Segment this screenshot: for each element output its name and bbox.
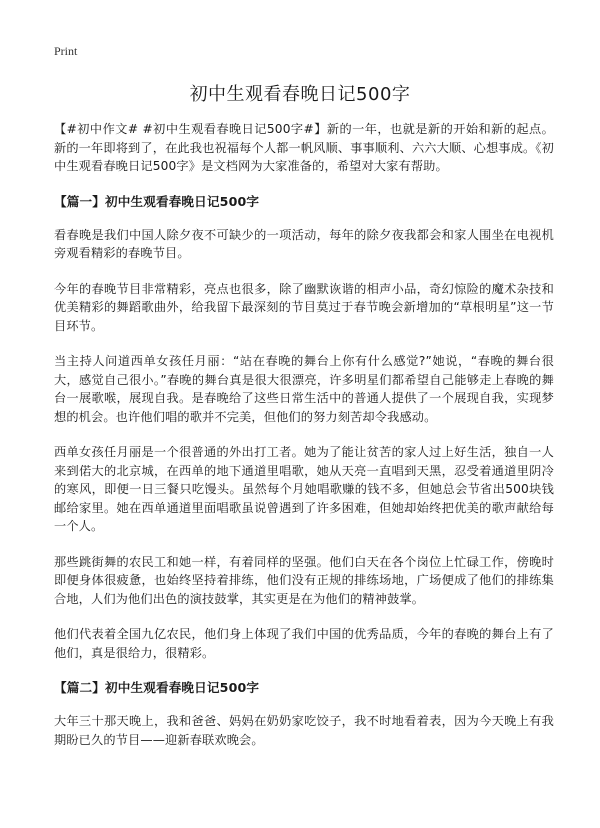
section-1-paragraph-6: 他们代表着全国九亿农民，他们身上体现了我们中国的优秀品质，今年的春晚的舞台上有了他们，真是很给力，很精彩。 [54,627,554,660]
section-1-paragraph-1: 看春晚是我们中国人除夕夜不可缺少的一项活动，每年的除夕夜我都会和家人围坐在电视机旁观看精彩的春晚节目。 [54,227,554,260]
section-heading-1: 【篇一】初中生观看春晚日记500字 [54,193,260,209]
section-2-paragraph-1: 大年三十那天晚上，我和爸爸、妈妈在奶奶家吃饺子，我不时地看着表，因为今天晚上有我期盼已久的节目——迎新春联欢晚会。 [54,714,554,747]
section-1-paragraph-2: 今年的春晚节目非常精彩，亮点也很多，除了幽默诙谐的相声小品，奇幻惊险的魔术杂技和优美精彩的舞蹈歌曲外，给我留下最深刻的节目莫过于春节晚会新增加的“草根明星”这一节目环节。 [54,281,554,333]
section-heading-2: 【篇二】初中生观看春晚日记500字 [54,680,260,695]
section-1-paragraph-3: 当主持人问道西单女孩任月丽：“站在春晚的舞台上你有什么感觉?”她说，“春晚的舞台很大，感觉自己很小。”春晚的舞台真是很大很漂亮，许多明星们都希望自己能够走上春晚的舞台一展歌喉，展现自我。是春晚给了这些日常生活中的普通人提供了一个展现自我，实现梦想的机会。也许他们唱的歌并不完美，但他们的努力刻苦却令我感动。 [54,354,554,424]
section-1-paragraph-4: 西单女孩任月丽是一个很普通的外出打工者。她为了能让贫苦的家人过上好生活，独自一人来到偌大的北京城，在西单的地下通道里唱歌，她从天亮一直唱到天黑，忍受着通道里阴冷的寒风，即便一日三餐只吃馒头。虽然每个月她唱歌赚的钱不多，但她总会节省出500块钱邮给家里。她在西单通道里面唱歌虽说曾遇到了许多困难，但她却始终把优美的歌声献给每一个人。 [54,445,554,533]
article-body [54,120,554,766]
section-1-paragraph-5: 那些跳街舞的农民工和她一样，有着同样的坚强。他们白天在各个岗位上忙碌工作，傍晚时即便身体很疲惫，也始终坚持着排练，他们没有正规的排练场地，广场便成了他们的排练集合地，人们为他们出色的演技鼓掌，其实更是在为他们的精神鼓掌。 [54,554,554,606]
page-title: 初中生观看春晚日记500字 [189,84,411,105]
print-label: Print [54,44,78,58]
intro-paragraph: 【#初中作文# #初中生观看春晚日记500字#】新的一年，也就是新的开始和新的起点。新的一年即将到了，在此我也祝福每个人都一帆风顺、事事顺利、六六大顺、心想事成。《初中生观看春晚日记500字》是文档网为大家准备的，希望对大家有帮助。 [54,122,554,173]
